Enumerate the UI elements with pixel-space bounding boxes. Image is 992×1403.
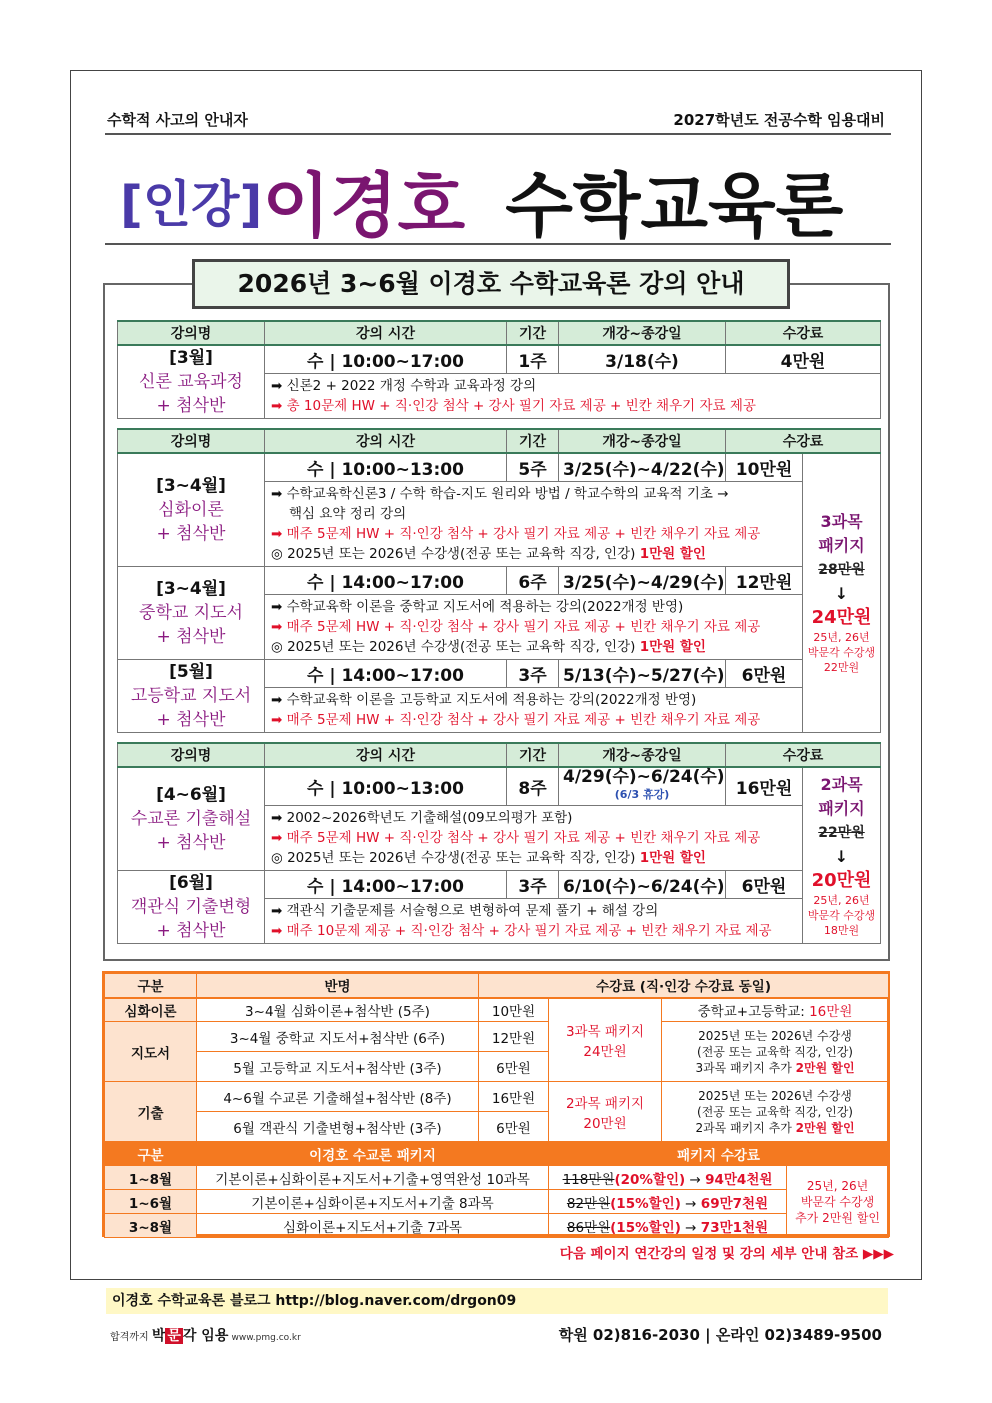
top-rule — [105, 133, 891, 135]
table-row: 기출 4~6월 수교론 기출해설+첨삭반 (8주) 16만원 2과목 패키지 20만원 2025년 또는 2026년 수강생 (전공 또는 교육학 직강, 인강) 2과목 패키지 추가 2만원 할인 — [105, 1082, 889, 1112]
course-fee: 12만원 — [726, 566, 803, 594]
table-row: 6월 객관식 기출변형+첨삭반 (3주) 6만원 — [105, 1112, 889, 1142]
table-row — [118, 659, 881, 687]
package-2-subjects: 2과목 패키지 22만원 ↓ 20만원 25년, 26년 박문각 수강생 18만원 — [803, 767, 881, 943]
table-header: 구분 반명 수강료 (직·인강 수강료 동일) — [105, 974, 889, 998]
course-time: 수 | 10:00~13:00 — [265, 767, 507, 805]
course-desc: ➡ 객관식 기출문제를 서술형으로 변형하여 문제 풀기 + 해설 강의 ➡ 매주 10문제 제공 + 직·인강 첨삭 + 강사 필기 자료 제공 + 빈칸 채우기 자료 제공 — [265, 898, 803, 943]
lecture-table-3 — [117, 742, 881, 944]
course-name: [4~6월] 수교론 기출해설 + 첨삭반 — [118, 767, 265, 870]
table-row: 1~8월 기본이론+심화이론+지도서+기출+영역완성 10과목 118만원(20%할인) → 94만4천원 25년, 26년 박문각 수강생 추가 2만원 할인 — [105, 1166, 889, 1190]
course-time: 수 | 14:00~17:00 — [265, 566, 507, 594]
table-row — [118, 767, 881, 805]
headline: 2026년 3~6월 이경호 수학교육론 강의 안내 — [192, 259, 790, 309]
package-3-fee: 3과목 패키지 24만원 — [549, 998, 662, 1082]
package-3-subjects: 3과목 패키지 28만원 ↓ 24만원 25년, 26년 박문각 수강생 22만원 — [803, 453, 881, 732]
table-row: 지도서 3~4월 중학교 지도서+첨삭반 (6주) 12만원 2025년 또는 2026년 수강생 (전공 또는 교육학 직강, 인강) 3과목 패키지 추가 2만원 할인 — [105, 1022, 889, 1052]
course-period: 6주 — [507, 566, 559, 594]
course-dates: 4/29(수)~6/24(수) (6/3 휴강) — [559, 767, 726, 805]
table-header: 강의명 강의 시간 기간 개강~종강일 수강료 — [118, 743, 881, 767]
course-desc: ➡ 수학교육학신론3 / 수학 학습-지도 원리와 방법 / 학교수학의 교육적 기초 → 핵심 요약 정리 강의 ➡ 매주 5문제 HW + 직·인강 첨삭 + 강사 필기 자료 제공 + 빈칸 채우기 자료 제공 ◎ 2025년 또는 2026년 수강생(전공 또는 교육학 직강, 인강) 1만원 할인 — [265, 481, 803, 566]
table-row — [118, 870, 881, 898]
table-row: 1~6월 기본이론+심화이론+지도서+기출 8과목 82만원(15%할인) → 69만7천원 — [105, 1190, 889, 1214]
fee-table — [104, 973, 889, 1142]
course-period: 3주 — [507, 870, 559, 898]
course-name: [6월] 객관식 기출변형 + 첨삭반 — [118, 870, 265, 943]
exam-year: 2027학년도 전공수학 임용대비 — [673, 111, 885, 129]
publisher-logo: 합격까지 박 문 각 임용 www.pmg.co.kr — [110, 1328, 301, 1344]
table-row: 5월 고등학교 지도서+첨삭반 (3주) 6만원 — [105, 1052, 889, 1082]
down-arrow-icon: ↓ — [834, 584, 849, 604]
blog-link[interactable]: 이경호 수학교육론 블로그 http://blog.naver.com/drgon09 — [106, 1288, 888, 1314]
table-row — [118, 566, 881, 594]
course-dates: 6/10(수)~6/24(수) — [559, 870, 726, 898]
course-period: 1주 — [507, 345, 559, 373]
course-desc: ➡ 수학교육학 이론을 중학교 지도서에 적용하는 강의(2022개정 반영) ➡ 매주 5문제 HW + 직·인강 첨삭 + 강사 필기 자료 제공 + 빈칸 채우기 자료 제공 ◎ 2025년 또는 2026년 수강생(전공 또는 교육학 직강, 인강) 1만원 할인 — [265, 594, 803, 659]
top-line — [105, 107, 889, 133]
table-row: 3~8월 심화이론+지도서+기출 7과목 86만원(15%할인) → 73만1천원 — [105, 1214, 889, 1238]
table-row — [118, 453, 881, 481]
course-time: 수 | 10:00~13:00 — [265, 453, 507, 481]
down-arrow-icon: ↓ — [834, 846, 849, 866]
package-table — [104, 1141, 889, 1238]
discount-note: 2025년 또는 2026년 수강생 (전공 또는 교육학 직강, 인강) 3과목 패키지 추가 2만원 할인 — [662, 1022, 889, 1082]
lecture-table-1 — [117, 320, 881, 419]
course-name: [5월] 고등학교 지도서 + 첨삭반 — [118, 659, 265, 732]
package-note: 25년, 26년 박문각 수강생 추가 2만원 할인 — [787, 1166, 889, 1238]
title-rule — [105, 243, 891, 245]
title-subject: 수학교육론 — [505, 165, 844, 247]
course-desc: ➡ 2002~2026학년도 기출해설(09모의평가 포함) ➡ 매주 5문제 HW + 직·인강 첨삭 + 강사 필기 자료 제공 + 빈칸 채우기 자료 제공 ◎ 2025년 또는 2026년 수강생(전공 또는 교육학 직강, 인강) 1만원 할인 — [265, 805, 803, 870]
course-time: 수 | 14:00~17:00 — [265, 659, 507, 687]
contact-info: 학원 02)816-2030 | 온라인 02)3489-9500 — [558, 1326, 882, 1344]
course-time: 수 | 14:00~17:00 — [265, 870, 507, 898]
course-desc: ➡ 신론2 + 2022 개정 수학과 교육과정 강의 ➡ 총 10문제 HW + 직·인강 첨삭 + 강사 필기 자료 제공 + 빈칸 채우기 자료 제공 — [265, 373, 881, 419]
course-period: 5주 — [507, 453, 559, 481]
next-page-reference: 다음 페이지 연간강의 일정 및 강의 세부 안내 참조 ▶▶▶ — [559, 1246, 894, 1262]
course-fee: 16만원 — [726, 767, 803, 805]
discount-note: 2025년 또는 2026년 수강생 (전공 또는 교육학 직강, 인강) 2과목 패키지 추가 2만원 할인 — [662, 1082, 889, 1142]
title-instructor: 이경호 — [262, 165, 466, 247]
slogan: 수학적 사고의 안내자 — [107, 111, 248, 129]
course-fee: 6만원 — [726, 659, 803, 687]
course-fee: 4만원 — [726, 345, 881, 373]
table-header: 강의명 강의 시간 기간 개강~종강일 수강료 — [118, 321, 881, 345]
course-period: 8주 — [507, 767, 559, 805]
table-header: 강의명 강의 시간 기간 개강~종강일 수강료 — [118, 429, 881, 453]
course-period: 3주 — [507, 659, 559, 687]
course-name: [3~4월] 심화이론 + 첨삭반 — [118, 453, 265, 566]
table-header: 구분 이경호 수교론 패키지 패키지 수강료 — [105, 1142, 889, 1166]
course-time: 수 | 10:00~17:00 — [265, 345, 507, 373]
course-desc: ➡ 수학교육학 이론을 고등학교 지도서에 적용하는 강의(2022개정 반영) ➡ 매주 5문제 HW + 직·인강 첨삭 + 강사 필기 자료 제공 + 빈칸 채우기 자료 제공 — [265, 687, 803, 732]
course-fee: 10만원 — [726, 453, 803, 481]
lecture-table-2 — [117, 428, 881, 733]
title-tag: [인강] — [120, 175, 263, 234]
course-dates: 3/25(수)~4/22(수) — [559, 453, 726, 481]
course-name: [3월] 신론 교육과정 + 첨삭반 — [118, 345, 265, 419]
page-title — [120, 150, 844, 247]
course-dates: 5/13(수)~5/27(수) — [559, 659, 726, 687]
table-row: 심화이론 3~4월 심화이론+첨삭반 (5주) 10만원 3과목 패키지 24만원 중학교+고등학교: 16만원 — [105, 998, 889, 1022]
course-dates: 3/25(수)~4/29(수) — [559, 566, 726, 594]
publisher-url: www.pmg.co.kr — [231, 1333, 301, 1343]
package-2-fee: 2과목 패키지 20만원 — [549, 1082, 662, 1142]
course-dates: 3/18(수) — [559, 345, 726, 373]
table-row — [118, 345, 881, 373]
course-fee: 6만원 — [726, 870, 803, 898]
course-name: [3~4월] 중학교 지도서 + 첨삭반 — [118, 566, 265, 659]
